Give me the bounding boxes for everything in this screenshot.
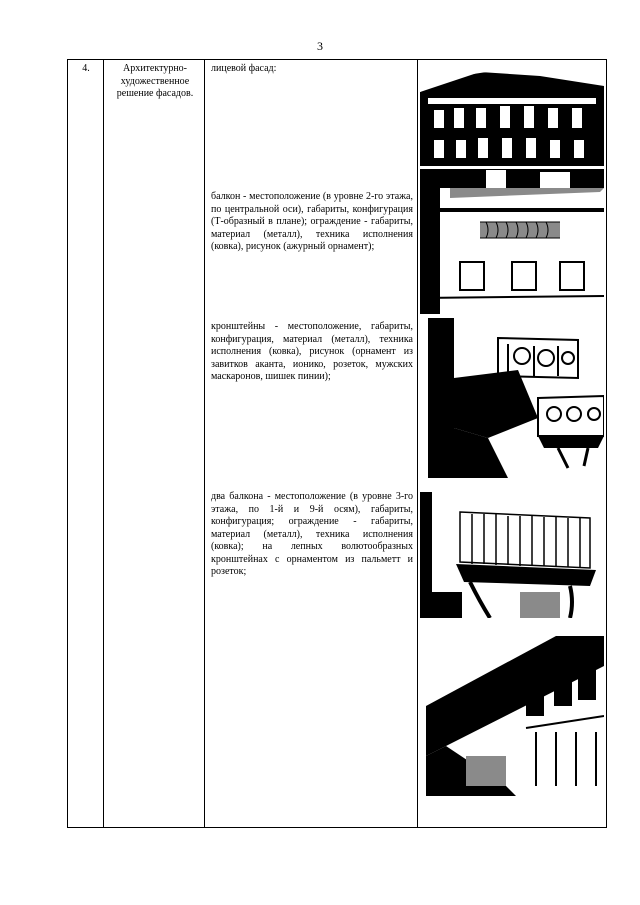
brackets-photo — [428, 318, 604, 478]
item-balcony-text: балкон - местоположение (в уровне 2-го этажа, по центральной оси), габариты, конфигурация (Т-образный в плане); ограждение - габариты, материал (металл), техника исполнения (ковка), рисунок (ажурный орнамент); — [211, 191, 413, 252]
row-title: Архитектурно-художественное решение фасадов. — [116, 63, 194, 99]
row-number: 4. — [82, 63, 90, 74]
page-number: 3 — [317, 39, 323, 53]
column-divider — [204, 60, 205, 827]
item-facade-text: лицевой фасад: — [211, 63, 277, 74]
column-divider — [417, 60, 418, 827]
column-divider — [103, 60, 104, 827]
cornice-photo — [426, 636, 604, 796]
side-balcony-photo — [420, 492, 604, 618]
monument-table — [67, 59, 607, 828]
facade-photo — [420, 62, 604, 188]
item-side-balconies-text: два балкона - местоположение (в уровне 3-го этажа, по 1-й и 9-й осям), габариты, конфигурация; ограждение - габариты, материал (металл), техника исполнения (ковка); на лепных волютообразных кронштейнах с орнаментом из пальметт и розеток; — [211, 491, 413, 577]
balcony-photo — [420, 188, 604, 314]
item-brackets-text: кронштейны - местоположение, габариты, конфигурация, материал (металл), техника исполнения (ковка), рисунок (орнамент из завитков аканта, ионико, розеток, мужских маскаронов, шишек пинии); — [211, 321, 413, 382]
